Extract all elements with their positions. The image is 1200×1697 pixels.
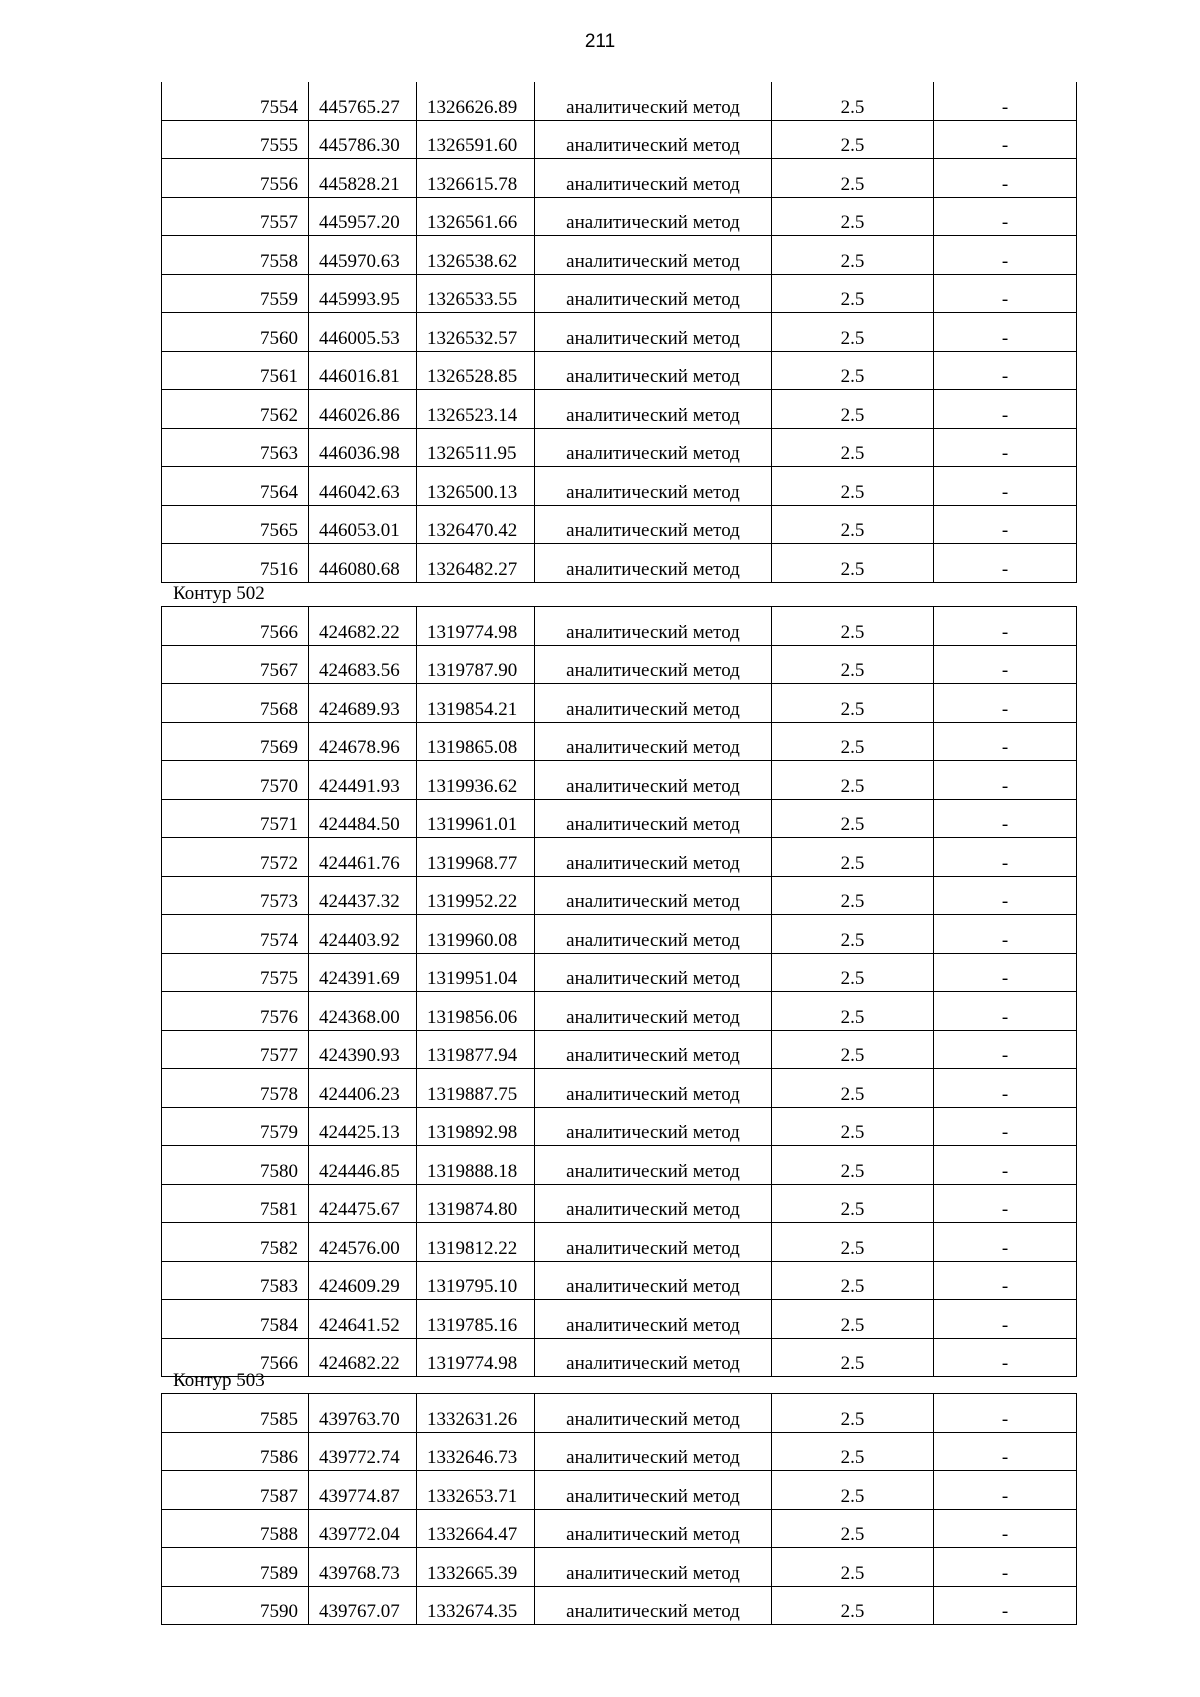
determination-method: аналитический метод bbox=[535, 1069, 772, 1108]
accuracy-value: 2.5 bbox=[772, 197, 934, 236]
point-number: 7557 bbox=[162, 197, 309, 236]
table-row bbox=[162, 351, 1077, 390]
coordinate-y: 1319774.98 bbox=[417, 607, 535, 646]
coordinate-x: 424437.32 bbox=[309, 876, 417, 915]
note-value: - bbox=[934, 351, 1077, 390]
coordinate-y: 1319865.08 bbox=[417, 722, 535, 761]
note-value: - bbox=[934, 505, 1077, 544]
note-value: - bbox=[934, 799, 1077, 838]
coordinate-x: 439767.07 bbox=[309, 1586, 417, 1625]
table-row bbox=[162, 915, 1077, 954]
determination-method: аналитический метод bbox=[535, 1548, 772, 1587]
accuracy-value: 2.5 bbox=[772, 467, 934, 506]
table-row bbox=[162, 1394, 1077, 1433]
table-row bbox=[162, 1471, 1077, 1510]
coordinate-y: 1326482.27 bbox=[417, 544, 535, 583]
note-value: - bbox=[934, 1300, 1077, 1339]
point-number: 7561 bbox=[162, 351, 309, 390]
coordinate-y: 1332646.73 bbox=[417, 1432, 535, 1471]
coordinate-y: 1319887.75 bbox=[417, 1069, 535, 1108]
accuracy-value: 2.5 bbox=[772, 1030, 934, 1069]
coordinate-y: 1326533.55 bbox=[417, 274, 535, 313]
table-row bbox=[162, 1069, 1077, 1108]
accuracy-value: 2.5 bbox=[772, 838, 934, 877]
determination-method: аналитический метод bbox=[535, 953, 772, 992]
determination-method: аналитический метод bbox=[535, 544, 772, 583]
note-value: - bbox=[934, 876, 1077, 915]
accuracy-value: 2.5 bbox=[772, 505, 934, 544]
coordinate-y: 1326500.13 bbox=[417, 467, 535, 506]
coordinate-x: 445957.20 bbox=[309, 197, 417, 236]
accuracy-value: 2.5 bbox=[772, 1586, 934, 1625]
coordinate-y: 1332631.26 bbox=[417, 1394, 535, 1433]
accuracy-value: 2.5 bbox=[772, 159, 934, 198]
table-row bbox=[162, 607, 1077, 646]
coordinate-y: 1326528.85 bbox=[417, 351, 535, 390]
point-number: 7568 bbox=[162, 684, 309, 723]
coordinate-x: 424678.96 bbox=[309, 722, 417, 761]
point-number: 7565 bbox=[162, 505, 309, 544]
accuracy-value: 2.5 bbox=[772, 544, 934, 583]
determination-method: аналитический метод bbox=[535, 428, 772, 467]
coordinate-x: 445828.21 bbox=[309, 159, 417, 198]
note-value: - bbox=[934, 1471, 1077, 1510]
coordinate-y: 1326511.95 bbox=[417, 428, 535, 467]
note-value: - bbox=[934, 197, 1077, 236]
contour-label-503: Контур 503 bbox=[173, 1370, 265, 1391]
coordinate-y: 1319968.77 bbox=[417, 838, 535, 877]
table-row bbox=[162, 953, 1077, 992]
determination-method: аналитический метод bbox=[535, 645, 772, 684]
accuracy-value: 2.5 bbox=[772, 313, 934, 352]
note-value: - bbox=[934, 274, 1077, 313]
determination-method: аналитический метод bbox=[535, 1338, 772, 1377]
coordinate-x: 424368.00 bbox=[309, 992, 417, 1031]
coordinate-x: 439774.87 bbox=[309, 1471, 417, 1510]
point-number: 7570 bbox=[162, 761, 309, 800]
point-number: 7559 bbox=[162, 274, 309, 313]
accuracy-value: 2.5 bbox=[772, 120, 934, 159]
table-row bbox=[162, 722, 1077, 761]
point-number: 7516 bbox=[162, 544, 309, 583]
table-row bbox=[162, 1030, 1077, 1069]
table-row bbox=[162, 1261, 1077, 1300]
coordinate-y: 1326470.42 bbox=[417, 505, 535, 544]
coordinate-x: 424475.67 bbox=[309, 1184, 417, 1223]
determination-method: аналитический метод bbox=[535, 505, 772, 544]
point-number: 7590 bbox=[162, 1586, 309, 1625]
note-value: - bbox=[934, 544, 1077, 583]
note-value: - bbox=[934, 467, 1077, 506]
note-value: - bbox=[934, 1432, 1077, 1471]
coordinate-x: 439772.04 bbox=[309, 1509, 417, 1548]
note-value: - bbox=[934, 1338, 1077, 1377]
coordinate-x: 445765.27 bbox=[309, 82, 417, 120]
accuracy-value: 2.5 bbox=[772, 1300, 934, 1339]
coordinate-y: 1326561.66 bbox=[417, 197, 535, 236]
table-row bbox=[162, 876, 1077, 915]
coordinates-table-contour-503 bbox=[161, 1393, 1077, 1625]
coordinate-x: 424390.93 bbox=[309, 1030, 417, 1069]
accuracy-value: 2.5 bbox=[772, 1261, 934, 1300]
coordinate-y: 1319812.22 bbox=[417, 1223, 535, 1262]
accuracy-value: 2.5 bbox=[772, 1107, 934, 1146]
table-row bbox=[162, 992, 1077, 1031]
point-number: 7588 bbox=[162, 1509, 309, 1548]
coordinate-y: 1332674.35 bbox=[417, 1586, 535, 1625]
table-row bbox=[162, 1338, 1077, 1377]
accuracy-value: 2.5 bbox=[772, 953, 934, 992]
accuracy-value: 2.5 bbox=[772, 876, 934, 915]
coordinate-y: 1332653.71 bbox=[417, 1471, 535, 1510]
coordinate-x: 424609.29 bbox=[309, 1261, 417, 1300]
coordinate-x: 446026.86 bbox=[309, 390, 417, 429]
coordinate-x: 424683.56 bbox=[309, 645, 417, 684]
coordinate-x: 446016.81 bbox=[309, 351, 417, 390]
accuracy-value: 2.5 bbox=[772, 992, 934, 1031]
coordinate-x: 424689.93 bbox=[309, 684, 417, 723]
determination-method: аналитический метод bbox=[535, 159, 772, 198]
accuracy-value: 2.5 bbox=[772, 1432, 934, 1471]
table-row bbox=[162, 428, 1077, 467]
coordinate-y: 1326523.14 bbox=[417, 390, 535, 429]
coordinate-x: 424391.69 bbox=[309, 953, 417, 992]
point-number: 7567 bbox=[162, 645, 309, 684]
accuracy-value: 2.5 bbox=[772, 1471, 934, 1510]
table-row bbox=[162, 313, 1077, 352]
note-value: - bbox=[934, 1261, 1077, 1300]
accuracy-value: 2.5 bbox=[772, 274, 934, 313]
point-number: 7554 bbox=[162, 82, 309, 120]
table-row bbox=[162, 1509, 1077, 1548]
table-row bbox=[162, 390, 1077, 429]
coordinate-y: 1319874.80 bbox=[417, 1184, 535, 1223]
note-value: - bbox=[934, 953, 1077, 992]
note-value: - bbox=[934, 313, 1077, 352]
coordinate-y: 1332664.47 bbox=[417, 1509, 535, 1548]
accuracy-value: 2.5 bbox=[772, 82, 934, 120]
determination-method: аналитический метод bbox=[535, 684, 772, 723]
coordinate-x: 424682.22 bbox=[309, 607, 417, 646]
table-row bbox=[162, 505, 1077, 544]
point-number: 7581 bbox=[162, 1184, 309, 1223]
determination-method: аналитический метод bbox=[535, 274, 772, 313]
table-row bbox=[162, 684, 1077, 723]
point-number: 7584 bbox=[162, 1300, 309, 1339]
coordinate-y: 1326615.78 bbox=[417, 159, 535, 198]
point-number: 7587 bbox=[162, 1471, 309, 1510]
table-row bbox=[162, 197, 1077, 236]
table-row bbox=[162, 838, 1077, 877]
determination-method: аналитический метод bbox=[535, 1432, 772, 1471]
note-value: - bbox=[934, 684, 1077, 723]
determination-method: аналитический метод bbox=[535, 838, 772, 877]
determination-method: аналитический метод bbox=[535, 1586, 772, 1625]
coordinate-x: 424406.23 bbox=[309, 1069, 417, 1108]
coordinate-x: 424491.93 bbox=[309, 761, 417, 800]
determination-method: аналитический метод bbox=[535, 1107, 772, 1146]
point-number: 7572 bbox=[162, 838, 309, 877]
point-number: 7573 bbox=[162, 876, 309, 915]
point-number: 7566 bbox=[162, 607, 309, 646]
accuracy-value: 2.5 bbox=[772, 351, 934, 390]
coordinate-x: 424484.50 bbox=[309, 799, 417, 838]
coordinate-x: 446036.98 bbox=[309, 428, 417, 467]
determination-method: аналитический метод bbox=[535, 351, 772, 390]
point-number: 7585 bbox=[162, 1394, 309, 1433]
note-value: - bbox=[934, 1069, 1077, 1108]
note-value: - bbox=[934, 390, 1077, 429]
point-number: 7571 bbox=[162, 799, 309, 838]
accuracy-value: 2.5 bbox=[772, 428, 934, 467]
coordinate-x: 439772.74 bbox=[309, 1432, 417, 1471]
determination-method: аналитический метод bbox=[535, 313, 772, 352]
table-row bbox=[162, 645, 1077, 684]
coordinates-table-contour-502 bbox=[161, 606, 1077, 1377]
note-value: - bbox=[934, 1146, 1077, 1185]
coordinate-y: 1326626.89 bbox=[417, 82, 535, 120]
accuracy-value: 2.5 bbox=[772, 915, 934, 954]
table-row bbox=[162, 1184, 1077, 1223]
determination-method: аналитический метод bbox=[535, 1394, 772, 1433]
note-value: - bbox=[934, 1548, 1077, 1587]
accuracy-value: 2.5 bbox=[772, 1338, 934, 1377]
coordinate-x: 445970.63 bbox=[309, 236, 417, 275]
determination-method: аналитический метод bbox=[535, 1261, 772, 1300]
determination-method: аналитический метод bbox=[535, 82, 772, 120]
table-row bbox=[162, 274, 1077, 313]
coordinate-x: 424576.00 bbox=[309, 1223, 417, 1262]
determination-method: аналитический метод bbox=[535, 236, 772, 275]
coordinate-x: 424641.52 bbox=[309, 1300, 417, 1339]
contour-label-502: Контур 502 bbox=[173, 583, 265, 604]
table-row bbox=[162, 236, 1077, 275]
point-number: 7577 bbox=[162, 1030, 309, 1069]
note-value: - bbox=[934, 428, 1077, 467]
accuracy-value: 2.5 bbox=[772, 236, 934, 275]
point-number: 7576 bbox=[162, 992, 309, 1031]
point-number: 7555 bbox=[162, 120, 309, 159]
coordinate-x: 424425.13 bbox=[309, 1107, 417, 1146]
accuracy-value: 2.5 bbox=[772, 1548, 934, 1587]
point-number: 7578 bbox=[162, 1069, 309, 1108]
point-number: 7566 bbox=[162, 1338, 309, 1377]
determination-method: аналитический метод bbox=[535, 876, 772, 915]
table-row bbox=[162, 159, 1077, 198]
coordinate-y: 1332665.39 bbox=[417, 1548, 535, 1587]
point-number: 7575 bbox=[162, 953, 309, 992]
note-value: - bbox=[934, 915, 1077, 954]
note-value: - bbox=[934, 761, 1077, 800]
coordinate-x: 445786.30 bbox=[309, 120, 417, 159]
coordinate-x: 439763.70 bbox=[309, 1394, 417, 1433]
determination-method: аналитический метод bbox=[535, 915, 772, 954]
coordinate-y: 1319774.98 bbox=[417, 1338, 535, 1377]
point-number: 7574 bbox=[162, 915, 309, 954]
point-number: 7562 bbox=[162, 390, 309, 429]
point-number: 7582 bbox=[162, 1223, 309, 1262]
point-number: 7556 bbox=[162, 159, 309, 198]
determination-method: аналитический метод bbox=[535, 799, 772, 838]
coordinate-y: 1326538.62 bbox=[417, 236, 535, 275]
coordinate-y: 1319936.62 bbox=[417, 761, 535, 800]
note-value: - bbox=[934, 838, 1077, 877]
note-value: - bbox=[934, 82, 1077, 120]
point-number: 7560 bbox=[162, 313, 309, 352]
determination-method: аналитический метод bbox=[535, 1300, 772, 1339]
note-value: - bbox=[934, 1030, 1077, 1069]
point-number: 7564 bbox=[162, 467, 309, 506]
accuracy-value: 2.5 bbox=[772, 607, 934, 646]
determination-method: аналитический метод bbox=[535, 1223, 772, 1262]
note-value: - bbox=[934, 1184, 1077, 1223]
determination-method: аналитический метод bbox=[535, 120, 772, 159]
table-row bbox=[162, 1586, 1077, 1625]
coordinate-y: 1319952.22 bbox=[417, 876, 535, 915]
table-row bbox=[162, 1146, 1077, 1185]
note-value: - bbox=[934, 1586, 1077, 1625]
determination-method: аналитический метод bbox=[535, 1509, 772, 1548]
determination-method: аналитический метод bbox=[535, 1184, 772, 1223]
coordinate-x: 424461.76 bbox=[309, 838, 417, 877]
table-row bbox=[162, 1548, 1077, 1587]
coordinate-x: 424446.85 bbox=[309, 1146, 417, 1185]
note-value: - bbox=[934, 159, 1077, 198]
point-number: 7563 bbox=[162, 428, 309, 467]
accuracy-value: 2.5 bbox=[772, 1146, 934, 1185]
accuracy-value: 2.5 bbox=[772, 684, 934, 723]
coordinate-y: 1319892.98 bbox=[417, 1107, 535, 1146]
coordinate-y: 1326532.57 bbox=[417, 313, 535, 352]
table-row bbox=[162, 1300, 1077, 1339]
coordinate-x: 424682.22 bbox=[309, 1338, 417, 1377]
point-number: 7558 bbox=[162, 236, 309, 275]
point-number: 7586 bbox=[162, 1432, 309, 1471]
determination-method: аналитический метод bbox=[535, 992, 772, 1031]
determination-method: аналитический метод bbox=[535, 1030, 772, 1069]
point-number: 7583 bbox=[162, 1261, 309, 1300]
coordinate-x: 446005.53 bbox=[309, 313, 417, 352]
coordinate-x: 446042.63 bbox=[309, 467, 417, 506]
determination-method: аналитический метод bbox=[535, 607, 772, 646]
determination-method: аналитический метод bbox=[535, 1146, 772, 1185]
determination-method: аналитический метод bbox=[535, 197, 772, 236]
coordinate-y: 1319888.18 bbox=[417, 1146, 535, 1185]
accuracy-value: 2.5 bbox=[772, 1394, 934, 1433]
determination-method: аналитический метод bbox=[535, 761, 772, 800]
coordinate-y: 1319856.06 bbox=[417, 992, 535, 1031]
accuracy-value: 2.5 bbox=[772, 1223, 934, 1262]
page-number: 211 bbox=[584, 31, 616, 52]
coordinate-y: 1319854.21 bbox=[417, 684, 535, 723]
accuracy-value: 2.5 bbox=[772, 1509, 934, 1548]
coordinate-y: 1326591.60 bbox=[417, 120, 535, 159]
accuracy-value: 2.5 bbox=[772, 799, 934, 838]
determination-method: аналитический метод bbox=[535, 467, 772, 506]
coordinate-y: 1319785.16 bbox=[417, 1300, 535, 1339]
point-number: 7569 bbox=[162, 722, 309, 761]
accuracy-value: 2.5 bbox=[772, 1184, 934, 1223]
table-row bbox=[162, 120, 1077, 159]
note-value: - bbox=[934, 645, 1077, 684]
note-value: - bbox=[934, 120, 1077, 159]
note-value: - bbox=[934, 1509, 1077, 1548]
table-row bbox=[162, 761, 1077, 800]
accuracy-value: 2.5 bbox=[772, 390, 934, 429]
table-row bbox=[162, 1432, 1077, 1471]
coordinate-y: 1319795.10 bbox=[417, 1261, 535, 1300]
table-row bbox=[162, 799, 1077, 838]
determination-method: аналитический метод bbox=[535, 722, 772, 761]
accuracy-value: 2.5 bbox=[772, 645, 934, 684]
table-row bbox=[162, 1107, 1077, 1146]
table-row bbox=[162, 82, 1077, 120]
determination-method: аналитический метод bbox=[535, 390, 772, 429]
coordinate-y: 1319877.94 bbox=[417, 1030, 535, 1069]
coordinate-x: 446080.68 bbox=[309, 544, 417, 583]
note-value: - bbox=[934, 722, 1077, 761]
table-row bbox=[162, 1223, 1077, 1262]
determination-method: аналитический метод bbox=[535, 1471, 772, 1510]
note-value: - bbox=[934, 607, 1077, 646]
note-value: - bbox=[934, 1223, 1077, 1262]
coordinate-x: 446053.01 bbox=[309, 505, 417, 544]
note-value: - bbox=[934, 236, 1077, 275]
note-value: - bbox=[934, 1394, 1077, 1433]
table-row bbox=[162, 544, 1077, 583]
coordinate-x: 424403.92 bbox=[309, 915, 417, 954]
coordinates-table-contour-501 bbox=[161, 82, 1077, 583]
coordinate-y: 1319951.04 bbox=[417, 953, 535, 992]
accuracy-value: 2.5 bbox=[772, 1069, 934, 1108]
point-number: 7580 bbox=[162, 1146, 309, 1185]
note-value: - bbox=[934, 1107, 1077, 1146]
point-number: 7579 bbox=[162, 1107, 309, 1146]
accuracy-value: 2.5 bbox=[772, 722, 934, 761]
coordinate-x: 445993.95 bbox=[309, 274, 417, 313]
coordinate-x: 439768.73 bbox=[309, 1548, 417, 1587]
coordinate-y: 1319960.08 bbox=[417, 915, 535, 954]
coordinate-y: 1319787.90 bbox=[417, 645, 535, 684]
note-value: - bbox=[934, 992, 1077, 1031]
table-row bbox=[162, 467, 1077, 506]
accuracy-value: 2.5 bbox=[772, 761, 934, 800]
coordinate-y: 1319961.01 bbox=[417, 799, 535, 838]
point-number: 7589 bbox=[162, 1548, 309, 1587]
